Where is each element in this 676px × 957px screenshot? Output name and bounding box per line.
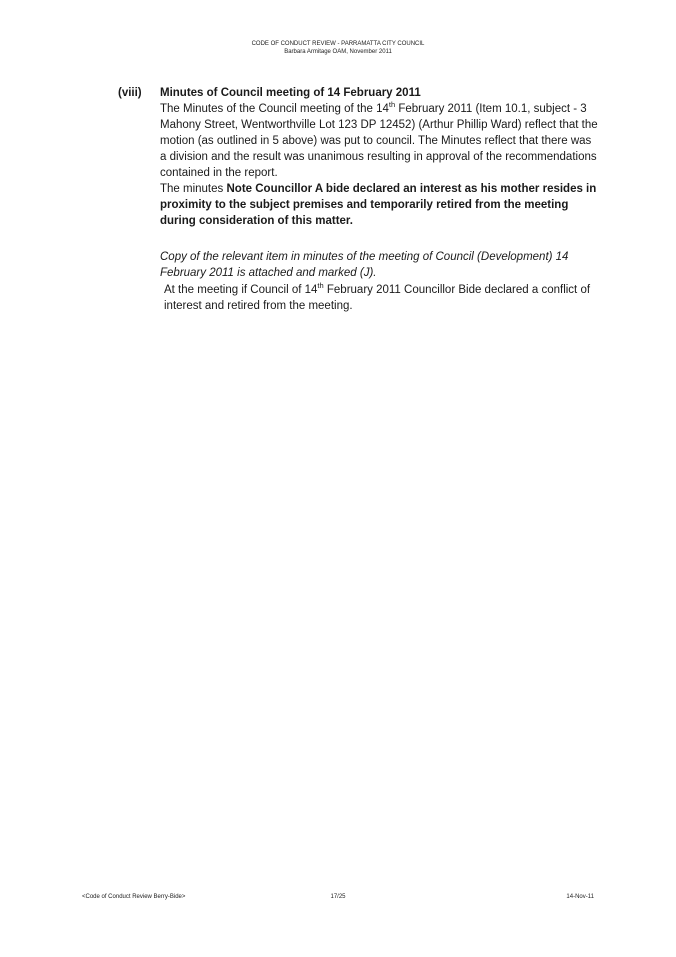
- ordinal-suffix: th: [388, 100, 396, 110]
- closing-paragraph: [164, 282, 604, 314]
- page-footer: [0, 893, 676, 903]
- footer-date: 14-Nov-11: [566, 894, 594, 900]
- section-body: [160, 85, 600, 281]
- minutes-text-end: February 2011 (Item 10.1, subject - 3 Mahony Street, Wentworthville Lot 123 DP 12452) (Arthur Phillip Ward) reflect that the motion (as outlined in 5 above) was put to council. The Minutes reflect that there was a division and the result was unanimous resulting in approval of the recommendations contained in the report.: [160, 103, 598, 179]
- minutes-text-start: The Minutes of the Council meeting of the 14: [160, 103, 389, 115]
- note-lead: The minutes: [160, 183, 227, 195]
- page-header: [0, 40, 676, 56]
- section-number: (viii): [118, 87, 142, 99]
- footer-page-number: 17/25: [330, 894, 346, 900]
- section-title: Minutes of Council meeting of 14 February 2011: [160, 87, 421, 99]
- note-paragraph: [160, 181, 600, 229]
- attachment-note: Copy of the relevant item in minutes of the meeting of Council (Development) 14 February 2011 is attached and marked (J).: [160, 251, 569, 279]
- header-title: CODE OF CONDUCT REVIEW - PARRAMATTA CITY COUNCIL: [251, 41, 425, 47]
- closing-ordinal-suffix: th: [317, 281, 324, 291]
- footer-document-name: <Code of Conduct Review Berry-Bide>: [82, 894, 186, 900]
- note-bold-text: Note Councillor A bide declared an interest as his mother resides in proximity to the subject premises and temporarily retired from the meeting during consideration of this matter.: [160, 183, 597, 227]
- header-author: Barbara Armitage OAM, November 2011: [284, 49, 392, 55]
- minutes-paragraph: [160, 101, 600, 181]
- closing-text-start: At the meeting if Council of 14: [164, 284, 318, 296]
- closing-text-end: February 2011 Councillor Bide declared a conflict of interest and retired from the meeting.: [164, 284, 591, 312]
